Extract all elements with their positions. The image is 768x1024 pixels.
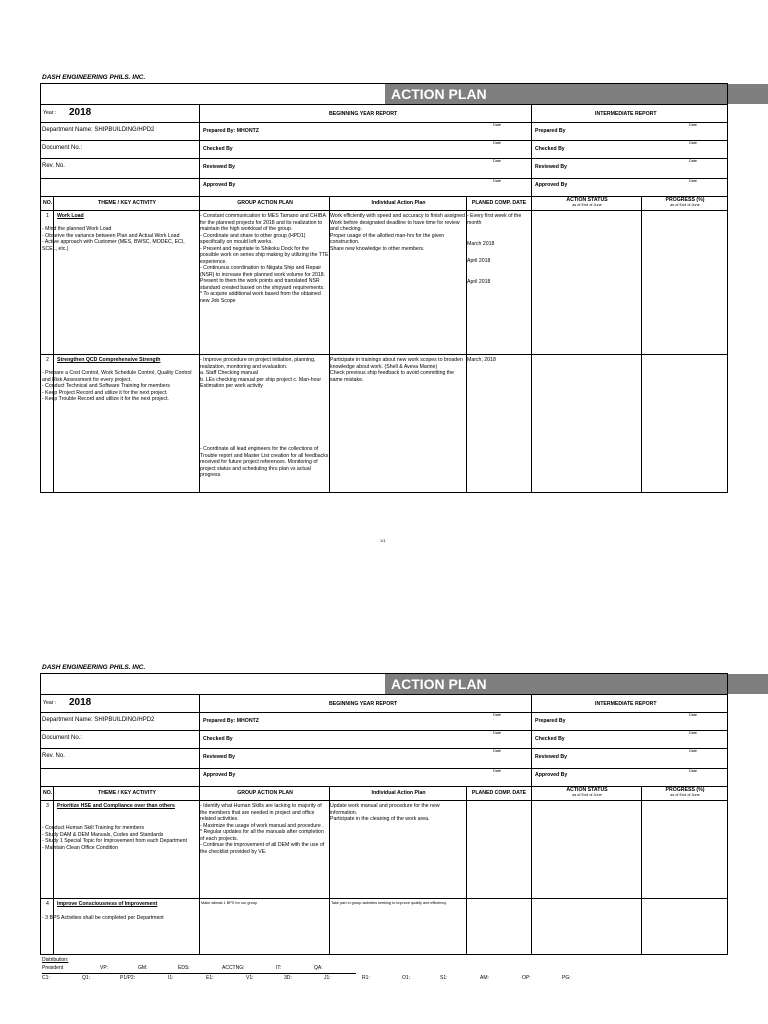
year-value: 2018 [69, 107, 92, 118]
checked-by: Checked By [203, 146, 233, 152]
dist-q1: Q1: [82, 975, 91, 981]
header-progress: PROGRESS (%) [665, 787, 705, 793]
header-progress: PROGRESS (%) [665, 197, 705, 203]
action-plan-title: ACTION PLAN [385, 674, 727, 694]
item-date: March, 2018 [467, 357, 496, 363]
header-progress-sub: as of End of June [670, 203, 700, 207]
dist-it: IT: [276, 965, 282, 971]
item-no: 3 [46, 803, 49, 809]
item-no: 2 [46, 357, 49, 363]
header-planned: PLANED COMP. DATE [471, 790, 527, 796]
reviewed-by-intermediate: Reviewed By [535, 164, 568, 170]
dist-eds: EDS: [178, 965, 190, 971]
item-date: - Every first week of the month [467, 213, 522, 226]
date-label: Date [493, 123, 502, 127]
header-status: ACTION STATUS [566, 197, 608, 203]
header-status-sub: as of End of June [572, 203, 602, 207]
year-label: Year : [43, 700, 57, 706]
dist-s1: S1: [440, 975, 448, 981]
header-individual: Individual Action Plan [371, 200, 426, 206]
approved-by-intermediate: Approved By [535, 772, 568, 778]
prepared-by: Prepared By: MHONTZ [203, 128, 259, 134]
intermediate-report-label: INTERMEDIATE REPORT [595, 111, 657, 117]
item-details: - Conduct Human Skill Training for members - Study DAM & DEM Manuals, Codes and Standards - Study 1 Special Topic for Improvement from each Department - Maintain Clean Office Condition [42, 825, 187, 851]
checked-by-intermediate: Checked By [535, 146, 565, 152]
item-title: Work Load [57, 213, 84, 219]
item-date: April 2018 [467, 279, 491, 285]
dist-o1: O1: [402, 975, 411, 981]
item-no: 4 [46, 901, 49, 907]
dist-gm: GM: [138, 965, 148, 971]
banner-extension [728, 674, 768, 694]
banner-extension [728, 84, 768, 104]
item-no: 1 [46, 213, 49, 219]
dist-vp: VP: [100, 965, 109, 971]
prepared-by: Prepared By: MHONTZ [203, 718, 259, 724]
date-label: Date [689, 123, 698, 127]
item-title: Strengthen QCD Comprehensive Strength [57, 357, 161, 363]
page-number: 1/1 [380, 538, 386, 543]
date-label: Date [493, 159, 502, 163]
department-name: Department Name: SHIPBUILDING/HPD2 [42, 127, 155, 133]
dist-president: President [42, 965, 64, 971]
dist-e1: E1: [206, 975, 214, 981]
date-label: Date [493, 731, 502, 735]
prepared-by-intermediate: Prepared By [535, 128, 566, 134]
action-plan-sheet [40, 83, 728, 493]
item-individual-plan: Update work manual and procedure for the new information. Participate in the cleaning of the work area. [330, 803, 440, 822]
date-label: Date [689, 159, 698, 163]
item-date: March 2018 [467, 241, 495, 247]
rev-no: Rev. No. [42, 753, 65, 759]
approved-by-intermediate: Approved By [535, 182, 568, 188]
item-group-plan: - Constant communication to MES Tamano and CHIBA for the planned projects for 2018 and its realization to maintain the high workload of the group. - Coordinate and share to other group (HPD1) specifically on mould loft works. - Present and negotiate to Shikoku Dock for the possible work on series ship making by utilizing the TTE experience. - Continuous coordination to Niigata Ship and Repair (NSR) to increase their planned work volume for 2018. Present to them the work points and translated NSR standard created based on the shipyard requirements. * To acquire additional work based from the obtained new Job Scope [200, 213, 329, 304]
header-progress-sub: as of End of June [670, 793, 700, 797]
prepared-by-intermediate: Prepared By [535, 718, 566, 724]
date-label: Date [689, 769, 698, 773]
date-label: Date [689, 179, 698, 183]
checked-by: Checked By [203, 736, 233, 742]
approved-by: Approved By [203, 772, 236, 778]
department-name: Department Name: SHIPBUILDING/HPD2 [42, 717, 155, 723]
approved-by: Approved By [203, 182, 236, 188]
date-label: Date [689, 749, 698, 753]
dist-j1: J1: [324, 975, 331, 981]
dist-r1: R1: [362, 975, 370, 981]
dist-pg: PG: [562, 975, 571, 981]
item-details: - 3 BPS Activities shall be completed per Department [42, 915, 164, 921]
dist-v1: V1: [246, 975, 254, 981]
intermediate-report-label: INTERMEDIATE REPORT [595, 701, 657, 707]
item-individual-plan: Take part in group activities seeking to improve quality and efficiency. [331, 901, 447, 905]
item-details: - Prepare a Cost Control, Work Schedule Control, Quality Control and Risk Assessment for every project. - Conduct Technical and Software Training for members - Keep Project Record and utilize it for the next project. - Keep Trouble Record and utilize it for the next project. [42, 370, 192, 402]
item-date: April 2018 [467, 258, 491, 264]
document-no: Document No.: [42, 735, 83, 741]
checked-by-intermediate: Checked By [535, 736, 565, 742]
dist-p1p2: P1/P2: [120, 975, 136, 981]
date-label: Date [689, 731, 698, 735]
page-2 [0, 590, 768, 1024]
year-value: 2018 [69, 697, 92, 708]
header-status: ACTION STATUS [566, 787, 608, 793]
reviewed-by: Reviewed By [203, 164, 236, 170]
header-no: NO. [43, 200, 53, 206]
item-individual-plan: Participate in trainings about new work scopes to broaden knowledge about work. (Shell & Aveva Marine) Check previous ship feedback to avoid committing the same mistake. [330, 357, 463, 383]
header-group: GROUP ACTION PLAN [237, 790, 293, 796]
item-group-plan: Make atleast 1 BPS for our group [201, 901, 258, 905]
beginning-report-label: BEGINNING YEAR REPORT [329, 701, 398, 707]
header-group: GROUP ACTION PLAN [237, 200, 293, 206]
rev-no: Rev. No. [42, 163, 65, 169]
header-theme: THEME / KEY ACTIVITY [98, 790, 156, 796]
company-name: DASH ENGINEERING PHILS. INC. [42, 74, 146, 81]
item-group-plan: - Identify what Human Skills are lacking to majority of the members that are needed in project and office related activities. - Maximize the usage of work manual and procedure . * Regular updates for all the manuals after completion of each projects. - Continue the improvement of all DEM with the use of the checklist provided by VE. [200, 803, 325, 855]
dist-3d: 3D: [284, 975, 292, 981]
reviewed-by: Reviewed By [203, 754, 236, 760]
date-label: Date [493, 179, 502, 183]
item-details: - Mind the planned Work Load - Observe the variance between Plan and Actual Work Load - Active approach with Customer (MES, BWSC, MODEC, ECI, SCEL, etc.) [42, 226, 185, 252]
header-no: NO. [43, 790, 53, 796]
header-individual: Individual Action Plan [371, 790, 426, 796]
item-individual-plan: Work efficiently with speed and accuracy to finish assigned Work before designated deadline to have time for review and checking. Proper usage of the allotted man-hrs for the given construction. Share new knowledge to other members. [330, 213, 466, 252]
item-group-plan: - Improve procedure on project initiation, planning, realization, monitoring and evaluation. a. Staff Checking manual b. LEs checking manual per ship project c. Man-hour Estimation per work activity [200, 357, 322, 389]
date-label: Date [493, 713, 502, 717]
dist-c1: C1: [42, 975, 50, 981]
dist-acctng: ACCTNG: [222, 965, 245, 971]
dist-op: OP: [522, 975, 531, 981]
date-label: Date [689, 713, 698, 717]
date-label: Date [493, 749, 502, 753]
document-no: Document No.: [42, 145, 83, 151]
distribution-label: Distribution: [42, 957, 69, 963]
header-status-sub: as of End of June [572, 793, 602, 797]
beginning-report-label: BEGINNING YEAR REPORT [329, 111, 398, 117]
item-title: Prioritize HSE and Compliance over than others [57, 803, 175, 809]
date-label: Date [493, 141, 502, 145]
date-label: Date [689, 141, 698, 145]
item-group-plan-2: - Coordinate all lead engineers for the collections of Trouble report and Master List creation for all feedbacks received for future project references. Monitoring of project status and scheduling thru plan vs actual progress. [200, 446, 329, 478]
header-theme: THEME / KEY ACTIVITY [98, 200, 156, 206]
dist-qa: QA: [314, 965, 323, 971]
item-title: Improve Consciousness of Improvement [57, 901, 158, 907]
action-plan-sheet [40, 673, 728, 955]
year-label: Year : [43, 110, 57, 116]
company-name: DASH ENGINEERING PHILS. INC. [42, 664, 146, 671]
dist-am: AM: [480, 975, 489, 981]
date-label: Date [493, 769, 502, 773]
header-planned: PLANED COMP. DATE [471, 200, 527, 206]
dist-i1: I1: [168, 975, 174, 981]
action-plan-title: ACTION PLAN [385, 84, 727, 104]
reviewed-by-intermediate: Reviewed By [535, 754, 568, 760]
